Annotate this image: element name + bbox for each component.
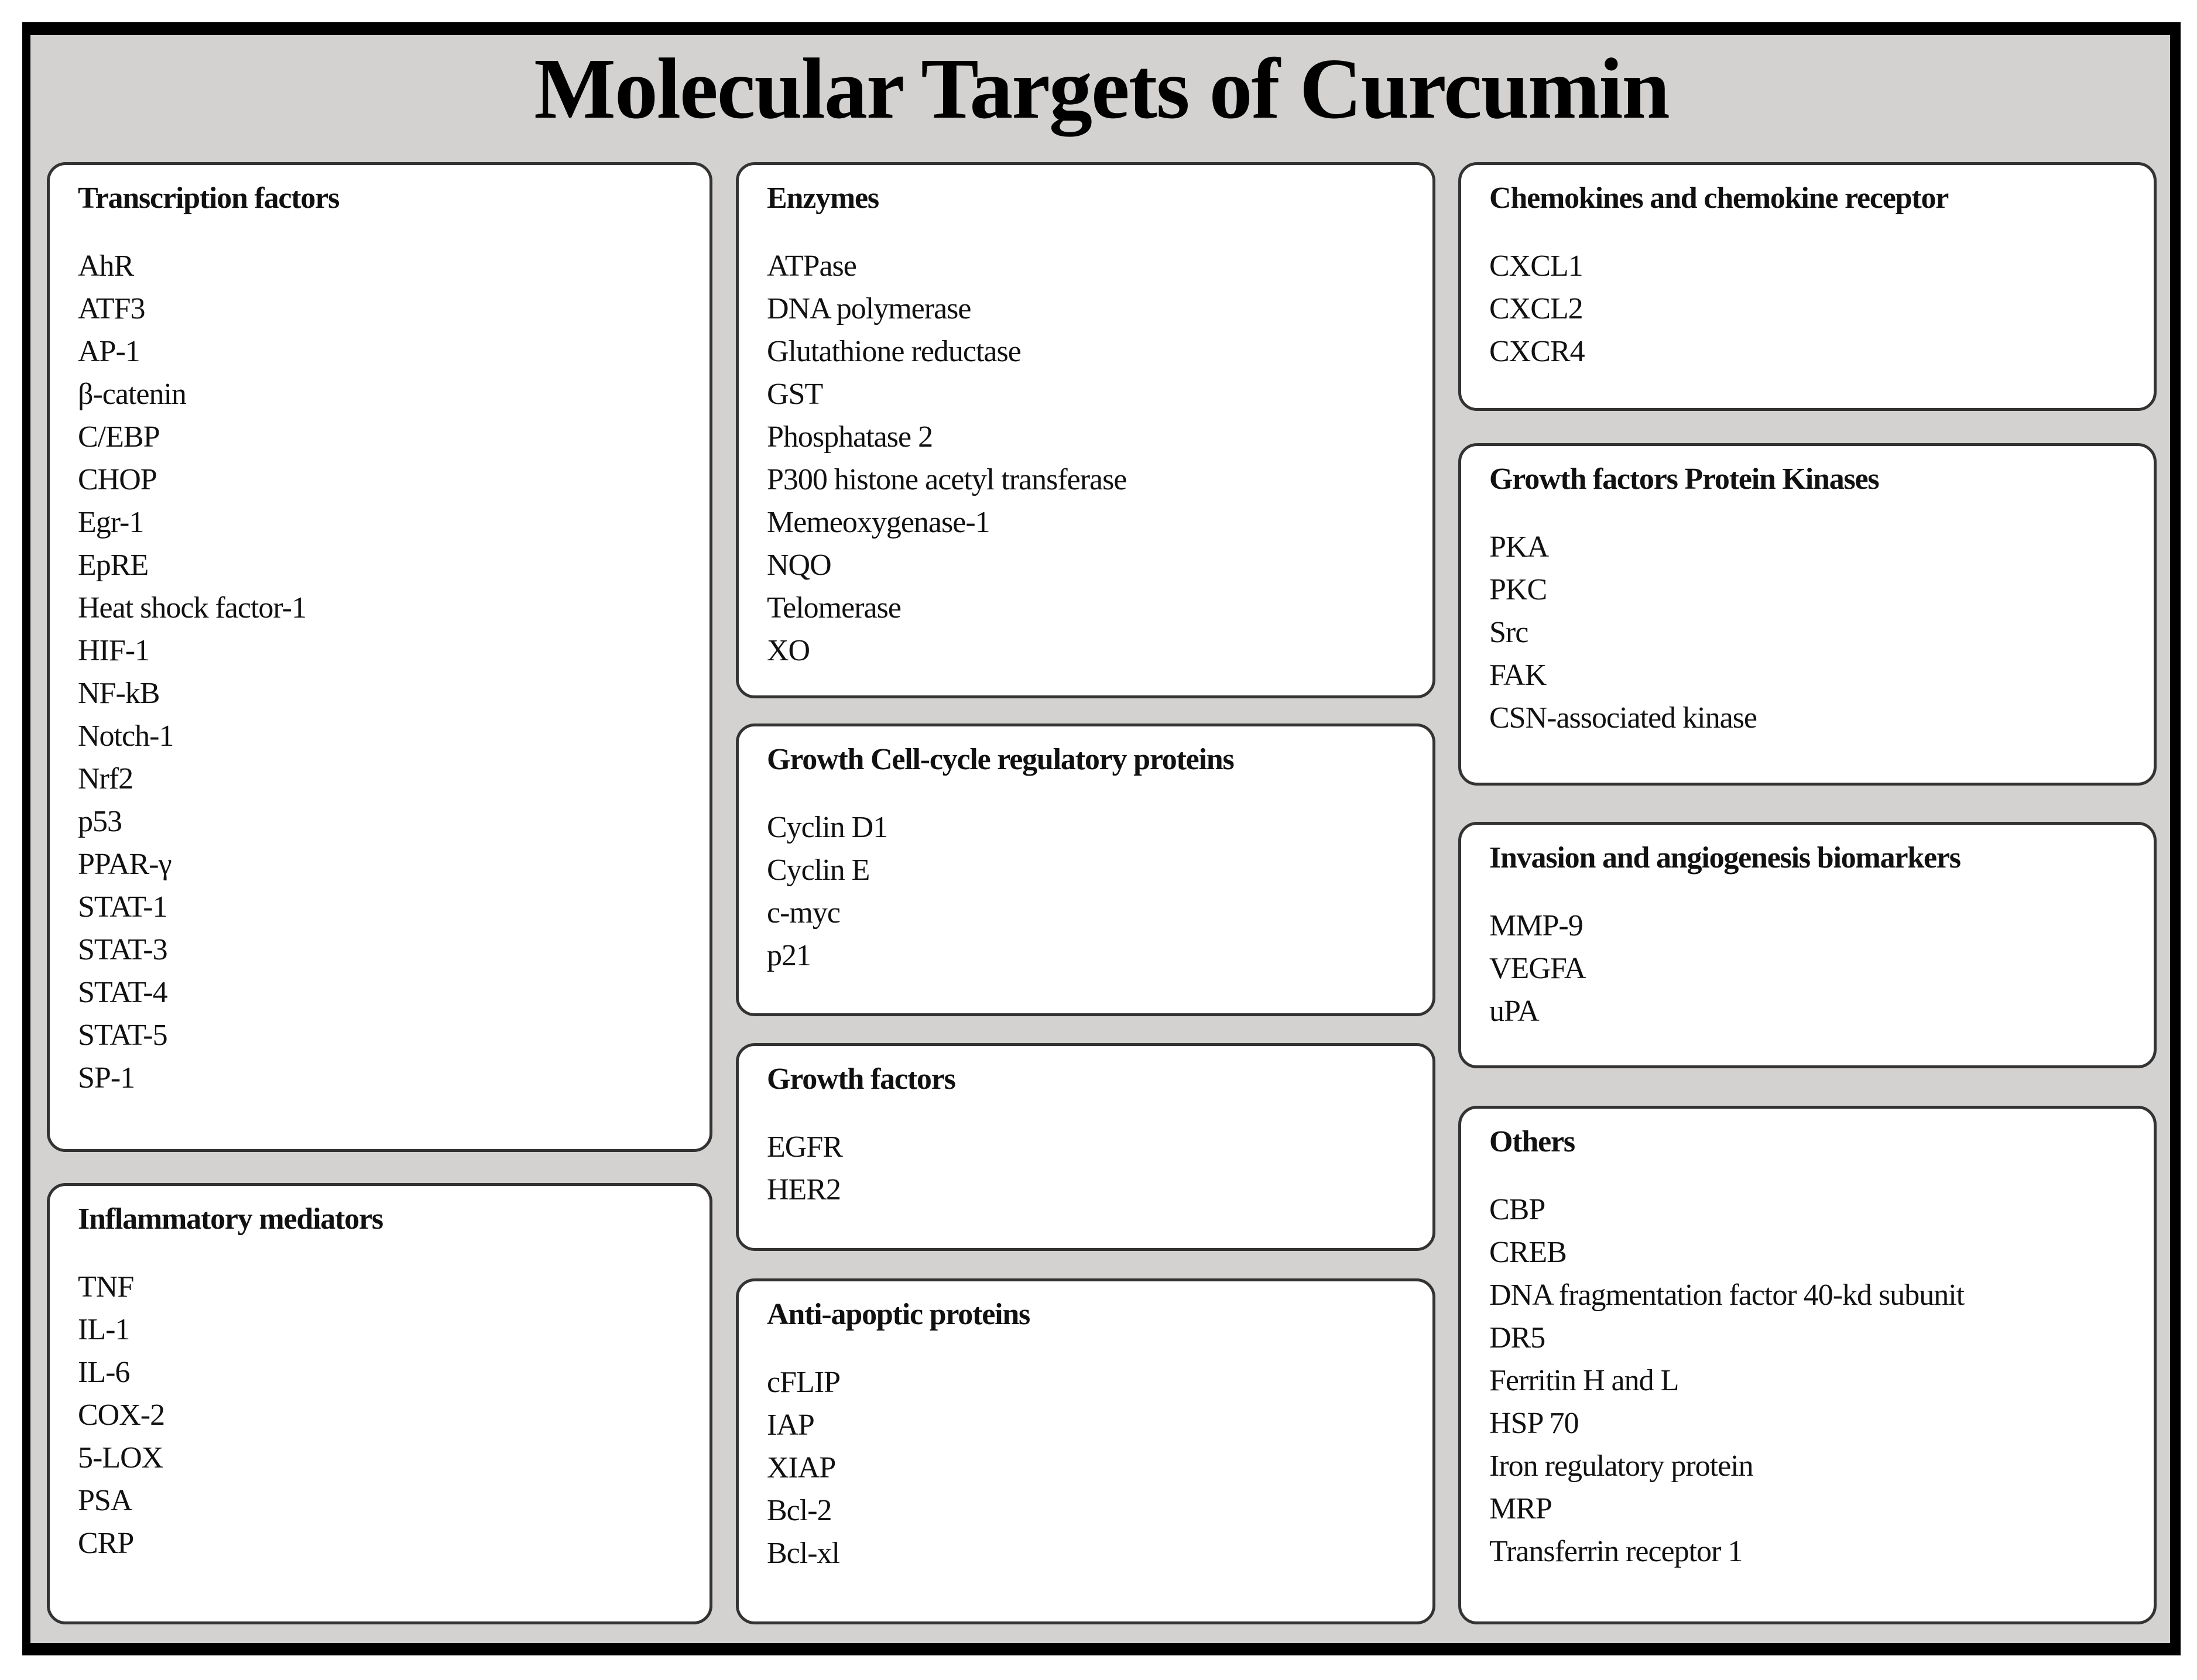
target-item: Egr-1 [78,506,144,539]
target-list [767,245,1421,672]
target-item: Cyclin E [767,853,870,887]
target-item: COX-2 [78,1398,165,1432]
target-item: NQO [767,548,831,582]
target-item: SP-1 [78,1061,135,1095]
target-item: CRP [78,1527,134,1560]
box-inflammatory-mediators [47,1183,712,1624]
target-item: PKA [1489,530,1549,564]
target-item: MMP-9 [1489,909,1583,942]
box-growth-factors [736,1043,1435,1251]
target-item: IL-6 [78,1356,130,1389]
target-item: PPAR-γ [78,848,172,881]
target-item: AP-1 [78,335,140,368]
target-item: CXCR4 [1489,335,1585,368]
target-item: CREB [1489,1236,1567,1269]
target-item: Memeoxygenase-1 [767,506,990,539]
target-item: STAT-1 [78,890,167,924]
target-item: c-myc [767,896,840,930]
target-item: ATF3 [78,292,145,325]
target-item: Transferrin receptor 1 [1489,1535,1743,1568]
target-item: AhR [78,249,134,283]
target-item: Nrf2 [78,762,133,796]
target-item: cFLIP [767,1366,840,1399]
target-item: TNF [78,1270,134,1304]
target-item: FAK [1489,659,1547,692]
target-item: 5-LOX [78,1441,163,1475]
box-title: Invasion and angiogenesis biomarkers [1489,841,1960,875]
target-list [78,245,698,1099]
target-item: VEGFA [1489,952,1586,985]
target-item: Iron regulatory protein [1489,1449,1753,1483]
box-title: Transcription factors [78,181,340,215]
target-item: STAT-3 [78,933,167,966]
target-item: XO [767,634,810,667]
box-chemokines [1458,162,2157,411]
target-item: PKC [1489,573,1547,606]
target-item: IAP [767,1408,814,1442]
box-title: Inflammatory mediators [78,1202,383,1236]
target-item: NF-kB [78,677,160,710]
box-title: Growth factors [767,1062,955,1096]
target-item: DR5 [1489,1321,1545,1355]
target-item: Src [1489,616,1528,649]
target-item: uPA [1489,995,1539,1028]
target-item: EpRE [78,548,149,582]
target-item: p53 [78,805,122,838]
box-title: Growth Cell-cycle regulatory proteins [767,743,1234,776]
box-title: Others [1489,1125,1575,1158]
box-title: Anti-apoptic proteins [767,1298,1030,1331]
target-item: DNA polymerase [767,292,971,325]
target-item: ATPase [767,249,856,283]
target-item: Telomerase [767,591,901,625]
target-item: XIAP [767,1451,836,1484]
box-anti-apoptic-proteins [736,1278,1435,1624]
target-item: HSP 70 [1489,1407,1579,1440]
target-item: Glutathione reductase [767,335,1021,368]
box-title: Chemokines and chemokine receptor [1489,181,1949,215]
target-item: STAT-5 [78,1019,167,1052]
box-others [1458,1106,2157,1624]
target-item: MRP [1489,1492,1552,1525]
box-enzymes [736,162,1435,698]
target-item: CXCL2 [1489,292,1583,325]
target-list [1489,904,2142,1033]
box-title: Growth factors Protein Kinases [1489,462,1879,496]
target-item: PSA [78,1484,132,1517]
target-item: Phosphatase 2 [767,420,933,454]
target-list [1489,245,2142,373]
target-list [78,1266,698,1565]
target-item: GST [767,378,823,411]
target-item: β-catenin [78,378,186,411]
target-item: STAT-4 [78,976,167,1009]
target-item: P300 histone acetyl transferase [767,463,1127,496]
box-invasion-angiogenesis [1458,822,2157,1068]
target-item: CHOP [78,463,157,496]
target-item: Notch-1 [78,719,174,753]
target-list [1489,1188,2142,1573]
target-item: CSN-associated kinase [1489,701,1757,735]
target-item: CBP [1489,1193,1545,1226]
target-item: HER2 [767,1173,841,1206]
target-item: HIF-1 [78,634,150,667]
page-title: Molecular Targets of Curcumin [534,41,1669,137]
target-item: IL-1 [78,1313,130,1346]
target-list [767,1126,1421,1211]
target-item: Cyclin D1 [767,811,888,844]
target-item: CXCL1 [1489,249,1583,283]
target-list [767,806,1421,977]
box-title: Enzymes [767,181,879,215]
target-list [1489,526,2142,739]
box-protein-kinases [1458,443,2157,786]
target-list [767,1361,1421,1575]
target-item: Bcl-2 [767,1494,832,1527]
target-item: Bcl-xl [767,1537,839,1570]
target-item: DNA fragmentation factor 40-kd subunit [1489,1278,1965,1312]
target-item: C/EBP [78,420,160,454]
target-item: Ferritin H and L [1489,1364,1679,1397]
box-cell-cycle-proteins [736,724,1435,1016]
target-item: EGFR [767,1130,842,1164]
target-item: p21 [767,939,811,972]
box-transcription-factors [47,162,712,1152]
target-item: Heat shock factor-1 [78,591,306,625]
